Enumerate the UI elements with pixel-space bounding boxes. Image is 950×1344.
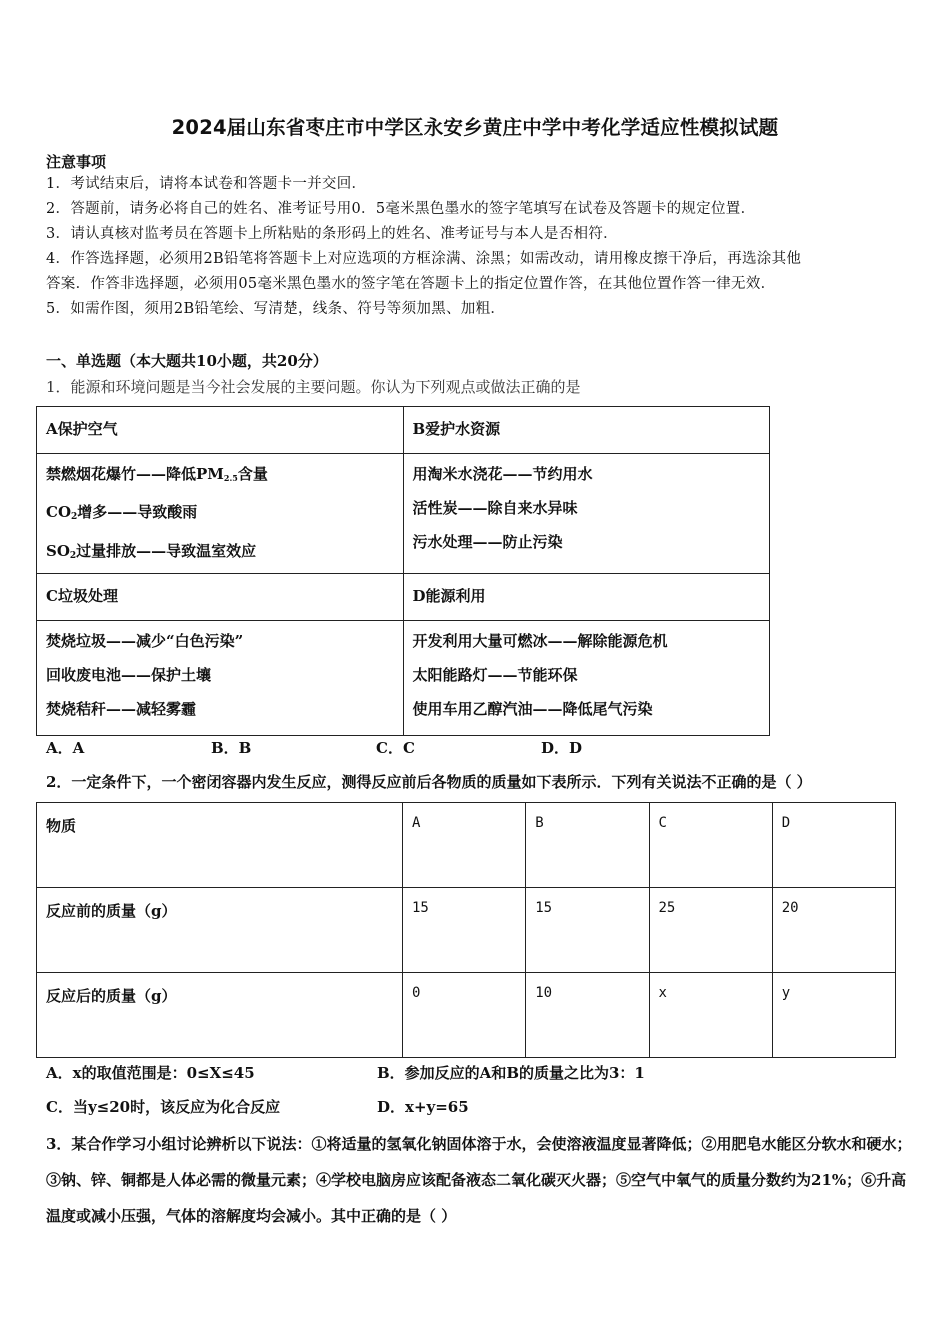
b-line-2: 活性炭——除自来水异味 bbox=[412, 499, 578, 517]
notice-section bbox=[46, 152, 916, 322]
a-line-1: 禁燃烟花爆竹——降低$PM_{2.5}$含量 bbox=[46, 465, 268, 483]
notice-item: 4．作答选择题，必须用2B铅笔将答题卡上对应选项的方框涂满、涂黑；如需改动，请用橡皮擦干净后，再选涂其他 bbox=[46, 251, 802, 267]
table-cell: 15 bbox=[403, 888, 526, 973]
q2-option-b[interactable]: B．参加反应的A和B的质量之比为3：1 bbox=[377, 1064, 645, 1082]
d-line-1: 开发利用大量可燃冰——解除能源危机 bbox=[412, 632, 668, 650]
table-cell: A bbox=[403, 803, 526, 888]
c-line-3: 焚烧秸秆——减轻雾霾 bbox=[46, 700, 197, 718]
c-line-2: 回收废电池——保护土壤 bbox=[46, 666, 212, 684]
table-cell: y bbox=[772, 973, 895, 1058]
d-line-3: 使用车用乙醇汽油——降低尾气污染 bbox=[412, 700, 653, 718]
question-1-table bbox=[36, 406, 770, 736]
cell-d-body bbox=[403, 621, 770, 736]
table-cell: 10 bbox=[526, 973, 649, 1058]
notice-item: 5．如需作图，须用2B铅笔绘、写清楚，线条、符号等须加黑、加粗． bbox=[46, 301, 506, 317]
table-cell: 15 bbox=[526, 888, 649, 973]
table-cell: D bbox=[772, 803, 895, 888]
table-row bbox=[37, 803, 896, 888]
cell-b-body bbox=[403, 454, 770, 574]
c-line-1: 焚烧垃圾——减少“白色污染” bbox=[46, 632, 244, 650]
b-line-3: 污水处理——防止污染 bbox=[412, 533, 563, 551]
a-line-2: $CO_2$增多——导致酸雨 bbox=[46, 503, 198, 522]
cell-a-head: A保护空气 bbox=[37, 407, 404, 454]
table-cell: 25 bbox=[649, 888, 772, 973]
notice-heading: 注意事项 bbox=[46, 153, 107, 171]
page-title: 2024届山东省枣庄市中学区永安乡黄庄中学中考化学适应性模拟试题 bbox=[171, 116, 779, 139]
table-row bbox=[37, 888, 896, 973]
question-2-stem: 2．一定条件下，一个密闭容器内发生反应，测得反应前后各物质的质量如下表所示．下列有关说法不正确的是（ ） bbox=[46, 773, 812, 791]
cell-a-body bbox=[37, 454, 404, 574]
table-cell: 物质 bbox=[37, 803, 403, 888]
notice-item: 2．答题前，请务必将自己的姓名、准考证号用0．5毫米黑色墨水的签字笔填写在试卷及答题卡的规定位置． bbox=[46, 201, 756, 217]
option-b[interactable]: B．B bbox=[211, 739, 252, 757]
section-heading: 一、单选题（本大题共10小题，共20分） bbox=[46, 352, 328, 370]
question-2-table bbox=[36, 802, 896, 1058]
b-line-1: 用淘米水浇花——节约用水 bbox=[412, 465, 593, 483]
notice-item: 3．请认真核对监考员在答题卡上所粘贴的条形码上的姓名、准考证号与本人是否相符． bbox=[46, 226, 618, 242]
cell-b-head: B爱护水资源 bbox=[403, 407, 770, 454]
option-d[interactable]: D．D bbox=[541, 739, 583, 757]
a-line-3: $SO_2$过量排放——导致温室效应 bbox=[46, 542, 257, 561]
table-row bbox=[37, 973, 896, 1058]
q2-option-a[interactable]: A．x的取值范围是：0≤X≤45 bbox=[46, 1064, 255, 1082]
table-cell: 反应后的质量（g） bbox=[37, 973, 403, 1058]
cell-c-head: C垃圾处理 bbox=[37, 574, 404, 621]
cell-d-head: D能源利用 bbox=[403, 574, 770, 621]
table-cell: 20 bbox=[772, 888, 895, 973]
q2-option-d[interactable]: D．x+y=65 bbox=[377, 1098, 469, 1116]
table-cell: C bbox=[649, 803, 772, 888]
table-cell: x bbox=[649, 973, 772, 1058]
question-1-stem: 1．能源和环境问题是当今社会发展的主要问题。你认为下列观点或做法正确的是 bbox=[46, 378, 581, 396]
option-a[interactable]: A．A bbox=[46, 739, 85, 757]
q2-option-c[interactable]: C．当y≤20时，该反应为化合反应 bbox=[46, 1098, 281, 1116]
notice-item: 答案．作答非选择题，必须用05毫米黑色墨水的签字笔在答题卡上的指定位置作答，在其他位置作答一律无效． bbox=[46, 276, 776, 292]
table-cell: B bbox=[526, 803, 649, 888]
notice-item: 1．考试结束后，请将本试卷和答题卡一并交回． bbox=[46, 176, 367, 192]
cell-c-body bbox=[37, 621, 404, 736]
table-cell: 0 bbox=[403, 973, 526, 1058]
table-cell: 反应前的质量（g） bbox=[37, 888, 403, 973]
question-1-options bbox=[46, 737, 582, 758]
option-c[interactable]: C．C bbox=[376, 739, 415, 757]
question-3-stem: 3．某合作学习小组讨论辨析以下说法：①将适量的氢氧化钠固体溶于水，会使溶液温度显著降低；②用肥皂水能区分软水和硬水；③钠、锌、铜都是人体必需的微量元素；④学校电脑房应该配备液态二氧化碳灭火器；⑤空气中氧气的质量分数约为21%；⑥升高温度或减小压强，气体的溶解度均会减小。其中正确的是（ ） bbox=[46, 1135, 912, 1225]
d-line-2: 太阳能路灯——节能环保 bbox=[412, 666, 578, 684]
